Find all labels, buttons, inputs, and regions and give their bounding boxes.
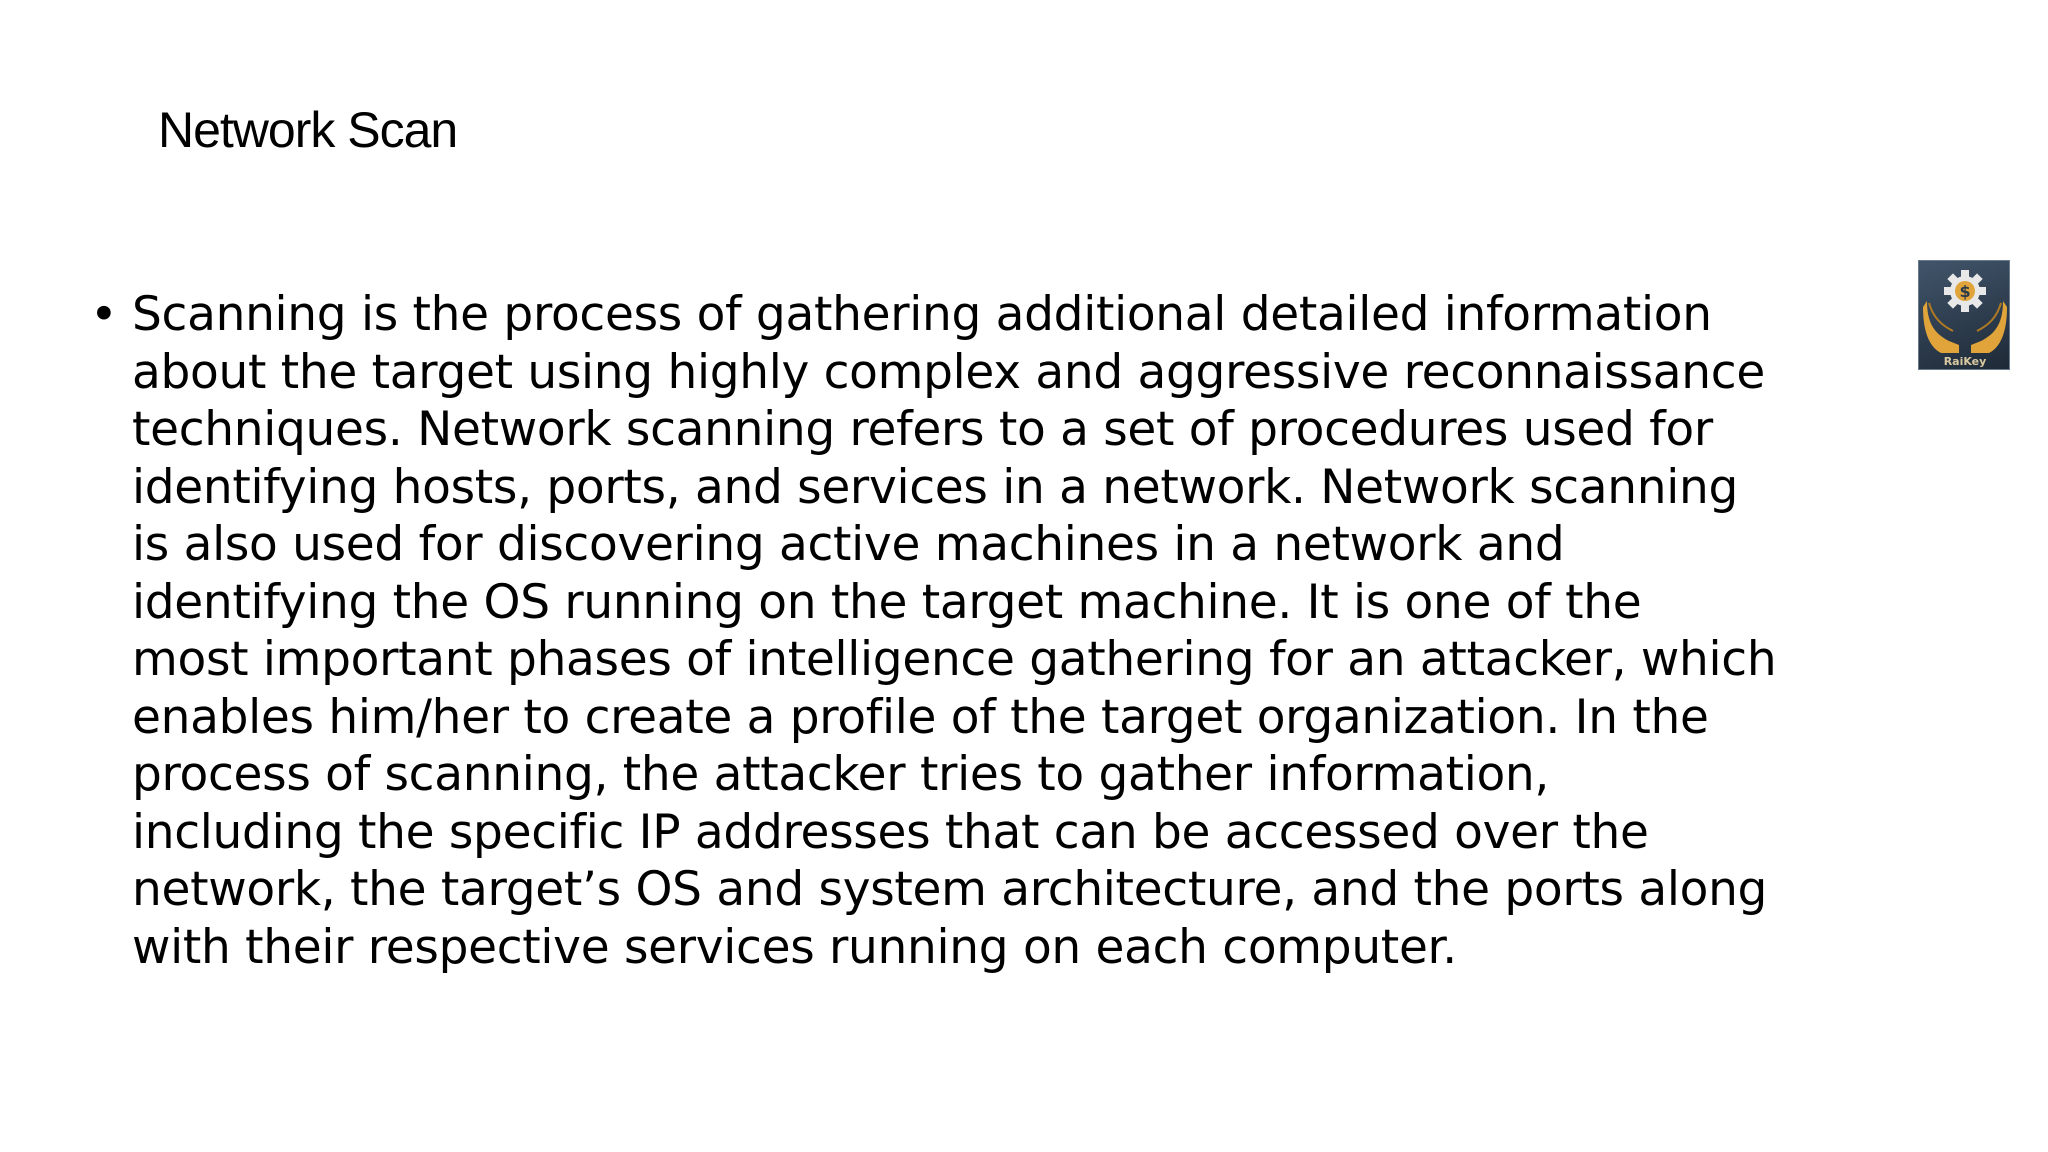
hands-holding-gear-dollar-icon [1919, 261, 2010, 370]
bullet-line: enables him/her to create a profile of the target organization. In the [132, 689, 1709, 745]
bullet-list [90, 286, 1870, 976]
bullet-line: most important phases of intelligence gathering for an attacker, which [132, 632, 1777, 687]
bullet-line: identifying the OS running on the target machine. It is one of the [132, 574, 1642, 630]
bullet-line: about the target using highly complex and aggressive reconnaissance [132, 344, 1765, 400]
logo [1918, 260, 2010, 370]
bullet-line: is also used for discovering active machines in a network and [132, 517, 1565, 572]
bullet-line: including the specific IP addresses that can be accessed over the [132, 804, 1649, 860]
bullet-item [90, 286, 1870, 976]
svg-text:$: $ [1959, 282, 1971, 301]
bullet-line: techniques. Network scanning refers to a set of procedures used for [132, 402, 1713, 457]
bullet-line: process of scanning, the attacker tries to gather information, [132, 747, 1550, 802]
bullet-line: Scanning is the process of gathering additional detailed information [132, 287, 1712, 342]
bullet-line: network, the target’s OS and system architecture, and the ports along [132, 862, 1768, 917]
bullet-line: with their respective services running on each computer. [132, 919, 1457, 975]
bullet-dot: • [90, 287, 118, 342]
slide-title: Network Scan [158, 102, 458, 158]
bullet-line: identifying hosts, ports, and services in a network. Network scanning [132, 459, 1739, 515]
logo-text: RaiKey [1943, 355, 1987, 368]
